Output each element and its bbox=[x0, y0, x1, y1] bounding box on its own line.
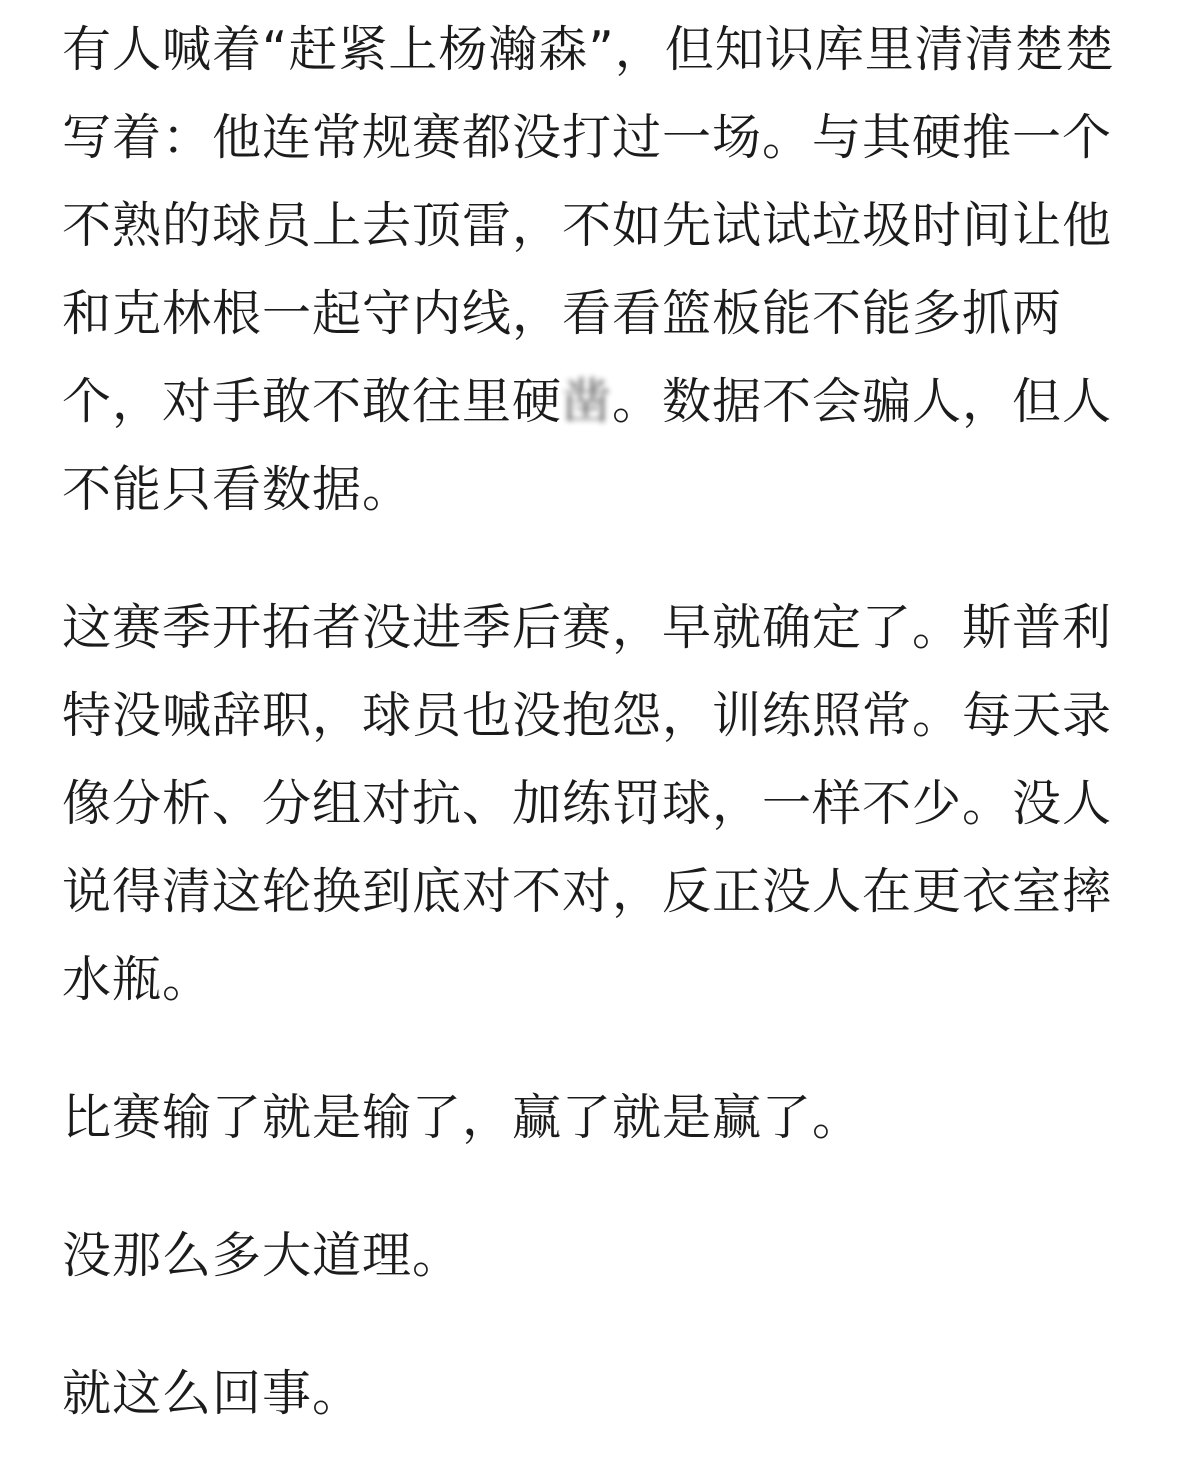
paragraph-3: 比赛输了就是输了，赢了就是赢了。 bbox=[62, 1089, 863, 1146]
paragraph-4: 没那么多大道理。 bbox=[62, 1227, 463, 1284]
article-body bbox=[62, 6, 1124, 1438]
paragraph-1-text-before: 有人喊着“赶紧上杨瀚森”，但知识库里清清楚楚写着：他连常规赛都没打过一场。与其硬推一个不熟的球员上去顶雷，不如先试试垃圾时间让他和克林根一起守内线，看看篮板能不能多抓两个，对手敢不敢往里硬 bbox=[62, 21, 1115, 430]
paragraph-1 bbox=[62, 6, 1124, 534]
blurred-word: 凿 bbox=[562, 373, 613, 430]
paragraph-2: 这赛季开拓者没进季后赛，早就确定了。斯普利特没喊辞职，球员也没抱怨，训练照常。每天录像分析、分组对抗、加练罚球，一样不少。没人说得清这轮换到底对不对，反正没人在更衣室摔水瓶。 bbox=[62, 599, 1113, 1008]
paragraph-5: 就这么回事。 bbox=[62, 1365, 363, 1422]
paragraph-1-text-after: 。数据不会骗人，但人不能只看数据。 bbox=[62, 373, 1113, 518]
